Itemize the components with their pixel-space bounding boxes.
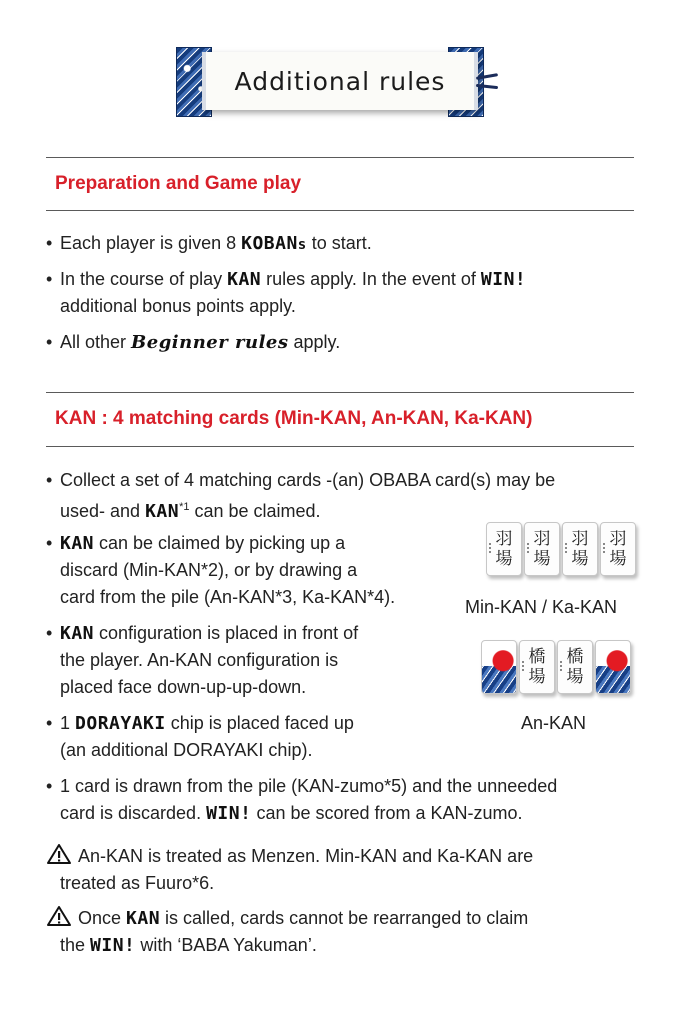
bullet-dot: • bbox=[46, 533, 53, 553]
keyword-kan: KAN bbox=[126, 908, 161, 929]
bullet-dot: • bbox=[46, 470, 53, 490]
list-item-continuation: placed face down-up-up-down. bbox=[60, 677, 307, 697]
section-title-preparation: Preparation and Game play bbox=[55, 173, 302, 194]
section-divider bbox=[46, 392, 634, 393]
section-divider bbox=[46, 210, 634, 211]
bullet-dot: • bbox=[46, 623, 53, 643]
list-item: • In the course of play KAN rules apply. In the event of WIN! bbox=[46, 266, 526, 293]
warning-note-continuation: treated as Fuuro*6. bbox=[60, 873, 215, 893]
list-item-continuation: card is discarded. WIN! can be scored from a KAN-zumo. bbox=[60, 803, 523, 824]
keyword-kan: KAN bbox=[227, 269, 262, 290]
keyword-dorayaki: DORAYAKI bbox=[75, 713, 166, 734]
keyword-win: WIN! bbox=[480, 269, 527, 290]
ankan-tile-set bbox=[481, 640, 631, 694]
list-item: • 1 card is drawn from the pile (KAN-zumo*5) and the unneeded bbox=[46, 773, 557, 800]
minkan-caption: Min-KAN / Ka-KAN bbox=[465, 597, 618, 617]
banner-paper bbox=[202, 52, 478, 110]
list-item: • Collect a set of 4 matching cards -(an) OBABA card(s) may be bbox=[46, 467, 555, 494]
list-item-continuation: (an additional DORAYAKI chip). bbox=[60, 740, 313, 760]
warning-triangle-icon bbox=[46, 843, 72, 865]
keyword-kan: KAN bbox=[60, 623, 95, 644]
list-item: • 1 DORAYAKI chip is placed faced up bbox=[46, 710, 354, 737]
title-banner bbox=[176, 45, 498, 119]
minkan-tile-set bbox=[486, 522, 636, 576]
card-back-wave bbox=[481, 640, 517, 694]
ankan-caption: An-KAN bbox=[521, 713, 587, 733]
bullet-dot: • bbox=[46, 776, 53, 796]
card-tile: 橋 場 bbox=[557, 640, 593, 694]
section-divider bbox=[46, 157, 634, 158]
warning-note-continuation: the WIN! with ‘BABA Yakuman’. bbox=[60, 935, 317, 956]
list-item-continuation: discard (Min-KAN*2), or by drawing a bbox=[60, 560, 358, 580]
section-divider bbox=[46, 446, 634, 447]
card-tile: 羽 場 bbox=[524, 522, 560, 576]
list-item: • All other Beginner rules apply. bbox=[46, 329, 340, 356]
keyword-win: WIN! bbox=[90, 935, 136, 956]
list-item-continuation: the player. An-KAN configuration is bbox=[60, 650, 339, 670]
page-title: Additional rules bbox=[234, 66, 446, 96]
keyword-kan: KAN bbox=[145, 501, 180, 522]
list-item: • Each player is given 8 KOBANs to start. bbox=[46, 230, 372, 259]
list-item-continuation: additional bonus points apply. bbox=[60, 296, 296, 316]
section-title-kan: KAN : 4 matching cards (Min-KAN, An-KAN, Ka-KAN) bbox=[55, 408, 533, 429]
card-tile: 羽 場 bbox=[562, 522, 598, 576]
card-tile: 羽 場 bbox=[600, 522, 636, 576]
keyword-beginner-rules: Beginner rules bbox=[131, 332, 289, 353]
warning-note: An-KAN is treated as Menzen. Min-KAN and Ka-KAN are bbox=[46, 843, 533, 870]
warning-triangle-icon bbox=[46, 905, 72, 927]
keyword-koban: KOBAN bbox=[241, 233, 298, 254]
card-back-wave bbox=[595, 640, 631, 694]
list-item: • KAN configuration is placed in front of bbox=[46, 620, 358, 647]
list-item-continuation: used- and KAN$^{*1}$ can be claimed. bbox=[60, 501, 321, 522]
card-tile: 羽 場 bbox=[486, 522, 522, 576]
bullet-dot: • bbox=[46, 233, 53, 253]
keyword-win: WIN! bbox=[206, 803, 252, 824]
bullet-dot: • bbox=[46, 713, 53, 733]
keyword-kan: KAN bbox=[60, 533, 95, 554]
bullet-dot: • bbox=[46, 269, 53, 289]
list-item: • KAN can be claimed by picking up a bbox=[46, 530, 345, 557]
warning-note: Once KAN is called, cards cannot be rearranged to claim bbox=[46, 905, 528, 932]
list-item-continuation: card from the pile (An-KAN*3, Ka-KAN*4). bbox=[60, 587, 396, 607]
card-tile: 橋 場 bbox=[519, 640, 555, 694]
bullet-dot: • bbox=[46, 332, 53, 352]
